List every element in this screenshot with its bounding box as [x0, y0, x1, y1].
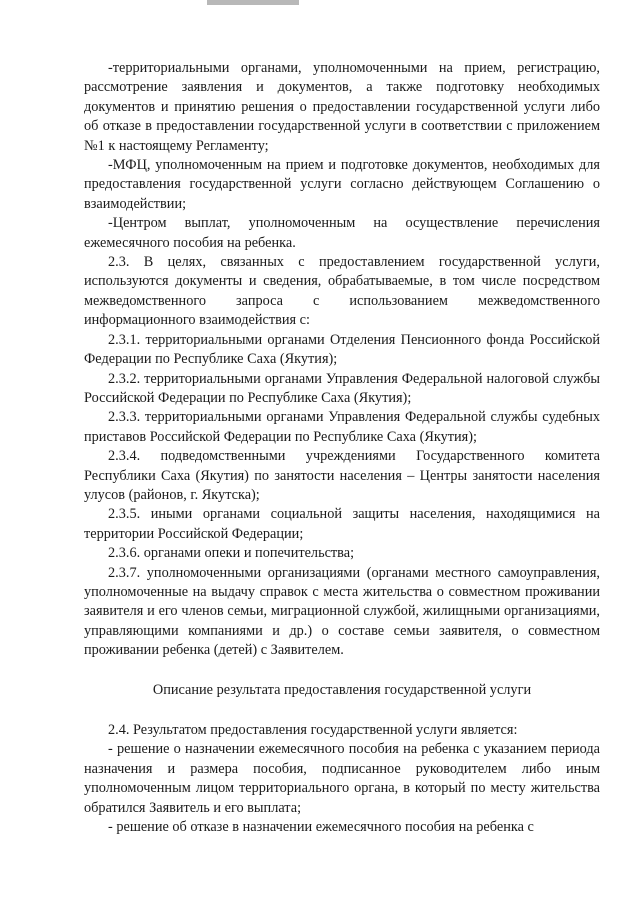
paragraph-payment-center: -Центром выплат, уполномоченным на осуществление перечисления ежемесячного пособия на ребенка. [84, 215, 600, 251]
scan-header-mark [207, 0, 299, 5]
paragraph-mfc: -МФЦ, уполномоченным на прием и подготовке документов, необходимых для предоставления государственной услуги согласно действующем Соглашению о взаимодействии; [84, 157, 600, 212]
document-body [84, 59, 600, 837]
paragraph-2-3-6: 2.3.6. органами опеки и попечительства; [108, 545, 355, 562]
paragraph-2-3-7: 2.3.7. уполномоченными организациями (органами местного самоуправления, уполномоченные на выдачу справок с места жительства о совместном проживании заявителя и его членов семьи, миграционной службой, жилищными организациями, управляющими компаниями и др.) о составе семьи заявителя, о совместном проживании ребенка (детей) с Заявителем. [84, 564, 600, 659]
paragraph-2-4: 2.4. Результатом предоставления государственной услуги является: [108, 722, 518, 738]
paragraph-2-3-4: 2.3.4. подведомственными учреждениями Государственного комитета Республики Саха (Якутия) по занятости населения – Центры занятости населения улусов (районов, г. Якутска); [84, 448, 600, 503]
section-heading: Описание результата предоставления государственной услуги [152, 681, 532, 698]
paragraph-2-3: 2.3. В целях, связанных с предоставлением государственной услуги, используются документы и сведения, обрабатываемые, в том числе посредством межведомственного запроса с использованием межведомственного информационного взаимодействия с: [84, 254, 600, 329]
paragraph-2-3-2: 2.3.2. территориальными органами Управления Федеральной налоговой службы Российской Федерации по Республике Саха (Якутия); [84, 370, 600, 406]
paragraph-2-3-5: 2.3.5. иными органами социальной защиты населения, находящимися на территории Российской Федерации; [84, 506, 600, 542]
paragraph-territorial-organs: -территориальными органами, уполномоченными на прием, регистрацию, рассмотрение заявления и документов, а также подготовку необходимых документов и принятию решения о предоставлении государственной услуги либо об отказе в предоставлении государственной услуги в соответствии с приложением №1 к настоящему Регламенту; [84, 60, 600, 154]
paragraph-decision-refusal: - решение об отказе в назначении ежемесячного пособия на ребенка с [108, 819, 534, 836]
paragraph-2-3-3: 2.3.3. территориальными органами Управления Федеральной службы судебных приставов Российской Федерации по Республике Саха (Якутия); [84, 409, 600, 445]
paragraph-2-3-1: 2.3.1. территориальными органами Отделения Пенсионного фонда Российской Федерации по Республике Саха (Якутия); [84, 331, 600, 368]
paragraph-decision-grant: - решение о назначении ежемесячного пособия на ребенка с указанием периода назначения и размера пособия, подписанное руководителем либо иным уполномоченным лицом территориального органа, в который по месту жительства обратился Заявитель и его выплата; [84, 741, 600, 816]
